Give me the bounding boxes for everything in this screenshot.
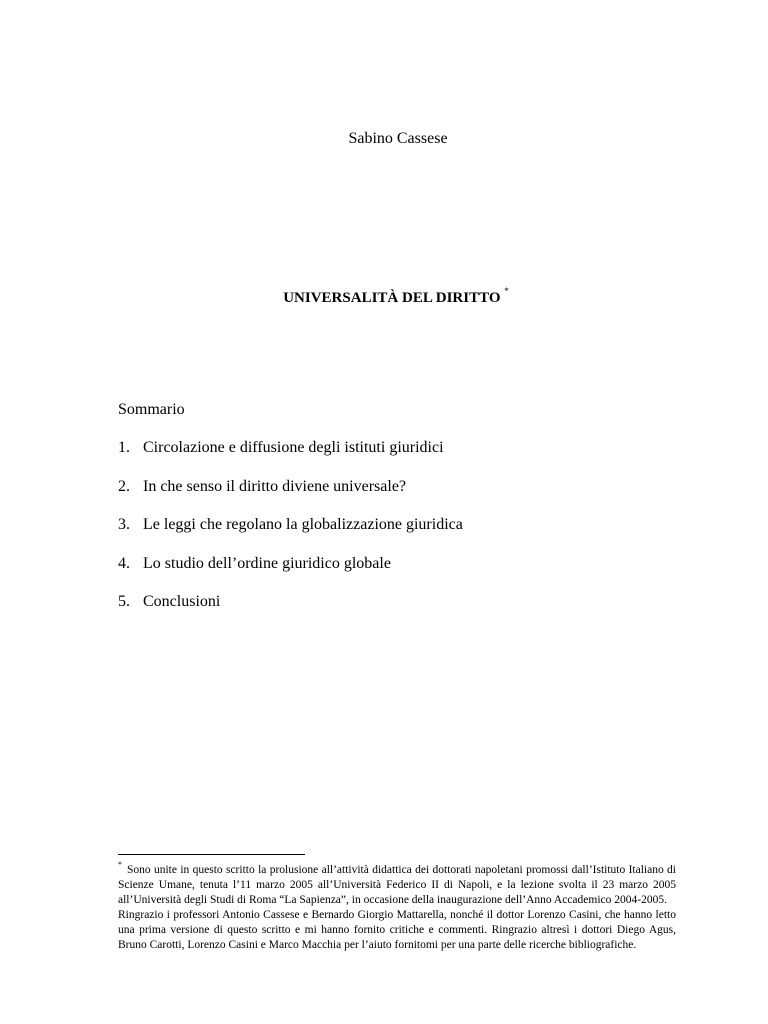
title-footnote-marker: * — [504, 286, 509, 296]
summary-item-number: 2. — [118, 477, 130, 495]
footnote-marker: * — [118, 860, 122, 869]
summary-item — [118, 593, 463, 632]
summary-item — [118, 439, 463, 478]
footnote-paragraph: Ringrazio i professori Antonio Cassese e Bernardo Giorgio Mattarella, nonché il dottor Lorenzo Casini, che hanno letto una prima versione di questo scritto e mi hanno fornito critiche e commenti. Ringrazio altresì i dottori Diego Agus, Bruno Carotti, Lorenzo Casini e Marco Macchia per l’aiuto fornitomi per una parte delle ricerche bibliografiche. — [118, 908, 676, 951]
summary-item — [118, 478, 463, 517]
author-name: Sabino Cassese — [348, 130, 448, 147]
summary-item — [118, 516, 463, 555]
summary-item-text: Conclusioni — [143, 593, 221, 610]
summary-item-number: 1. — [118, 439, 130, 456]
summary-item-text: Circolazione e diffusione degli istituti giuridici — [143, 439, 444, 456]
footnote-text: Sono unite in questo scritto la prolusione all’attività didattica dei dottorati napoletani promossi dall’Istituto Italiano di Scienze Umane, tenuta l’11 marzo 2005 all’Università Federico II di Napoli, e la lezione svolta il 23 marzo 2005 all’Università degli Studi di Roma “La Sapienza”, in occasione della inaugurazione dell’Anno Accademico 2004-2005. — [118, 863, 676, 906]
summary-item — [118, 555, 463, 594]
footnote-separator — [118, 854, 305, 855]
document-title — [0, 288, 768, 307]
summary-heading: Sommario — [118, 401, 185, 418]
summary-item-number: 5. — [118, 593, 130, 610]
summary-list — [118, 439, 463, 632]
title-text: UNIVERSALITÀ DEL DIRITTO — [283, 290, 501, 306]
summary-item-text: In che senso il diritto diviene universale? — [143, 477, 407, 495]
footnote — [118, 858, 676, 953]
summary-item-number: 4. — [118, 554, 130, 572]
summary-item-text: Lo studio dell’ordine giuridico globale — [143, 554, 391, 572]
footnote-paragraph — [118, 858, 676, 908]
summary-item-number: 3. — [118, 516, 130, 533]
summary-item-text: Le leggi che regolano la globalizzazione giuridica — [143, 516, 463, 533]
